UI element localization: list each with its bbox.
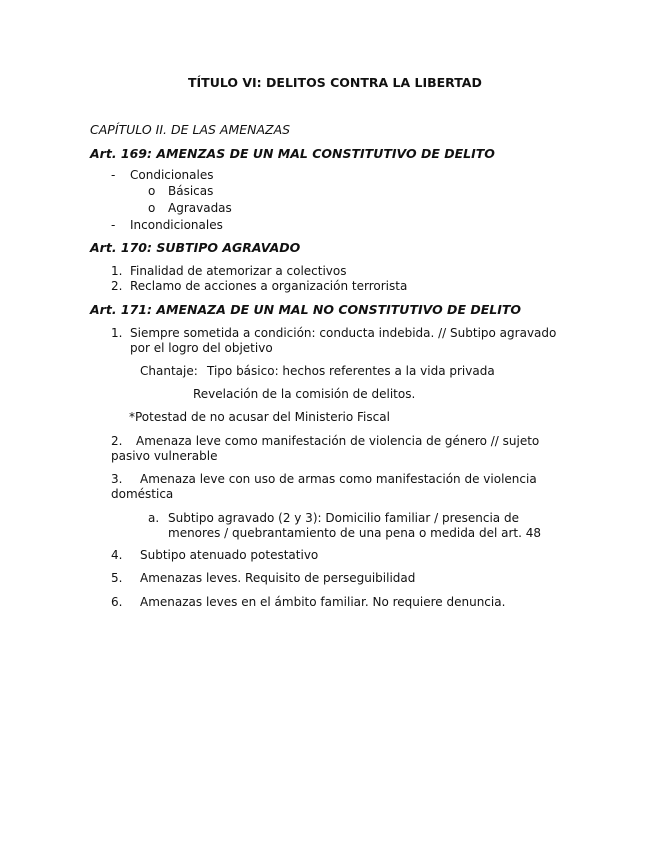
circle-bullet: o [148,201,156,215]
list-item-text-cont: pasivo vulnerable [111,449,218,463]
sub-item-text: Subtipo agravado (2 y 3): Domicilio familiar / presencia de [168,511,519,525]
list-item-text-cont: por el logro del objetivo [130,341,273,355]
list-number: 4. [111,548,123,562]
list-item-text: Básicas [168,184,214,198]
list-number: 5. [111,571,123,585]
list-item-text: Amenazas leves en el ámbito familiar. No requiere denuncia. [140,595,506,609]
article-171-heading: Art. 171: AMENAZA DE UN MAL NO CONSTITUTIVO DE DELITO [90,302,522,317]
list-number: 2. [111,434,123,448]
dash-bullet: - [111,168,116,182]
list-number: 3. [111,472,123,486]
list-number: 2. [111,279,123,293]
dash-bullet: - [111,218,116,232]
list-item-text: Siempre sometida a condición: conducta indebida. // Subtipo agravado [130,326,557,340]
document-title: TÍTULO VI: DELITOS CONTRA LA LIBERTAD [188,75,482,90]
list-item-text: Incondicionales [130,218,223,232]
list-item-text: Condicionales [130,168,214,182]
list-item-text: Amenaza leve como manifestación de violencia de género // sujeto [136,434,540,448]
revelacion-text: Revelación de la comisión de delitos. [193,387,416,401]
list-item-text: Amenaza leve con uso de armas como manifestación de violencia [140,472,537,486]
list-item-text-cont: doméstica [111,487,174,501]
chantaje-text: Tipo básico: hechos referentes a la vida privada [207,364,495,378]
circle-bullet: o [148,184,156,198]
sub-item-label: a. [148,511,160,525]
list-item [111,168,129,183]
sub-item-text-cont: menores / quebrantamiento de una pena o medida del art. 48 [168,526,542,540]
article-170-heading: Art. 170: SUBTIPO AGRAVADO [90,240,301,255]
list-item-text: Amenazas leves. Requisito de perseguibilidad [140,571,416,585]
list-number: 1. [111,326,123,340]
potestad-note: *Potestad de no acusar del Ministerio Fiscal [129,410,390,424]
chantaje-label: Chantaje: [140,364,198,378]
list-item-text: Subtipo atenuado potestativo [140,548,319,562]
chapter-heading: CAPÍTULO II. DE LAS AMENAZAS [90,122,291,137]
list-number: 1. [111,264,123,278]
article-169-heading: Art. 169: AMENZAS DE UN MAL CONSTITUTIVO DE DELITO [90,146,495,161]
list-number: 6. [111,595,123,609]
list-item-text: Finalidad de atemorizar a colectivos [130,264,347,278]
list-item-text: Reclamo de acciones a organización terrorista [130,279,408,293]
list-item-text: Agravadas [168,201,232,215]
